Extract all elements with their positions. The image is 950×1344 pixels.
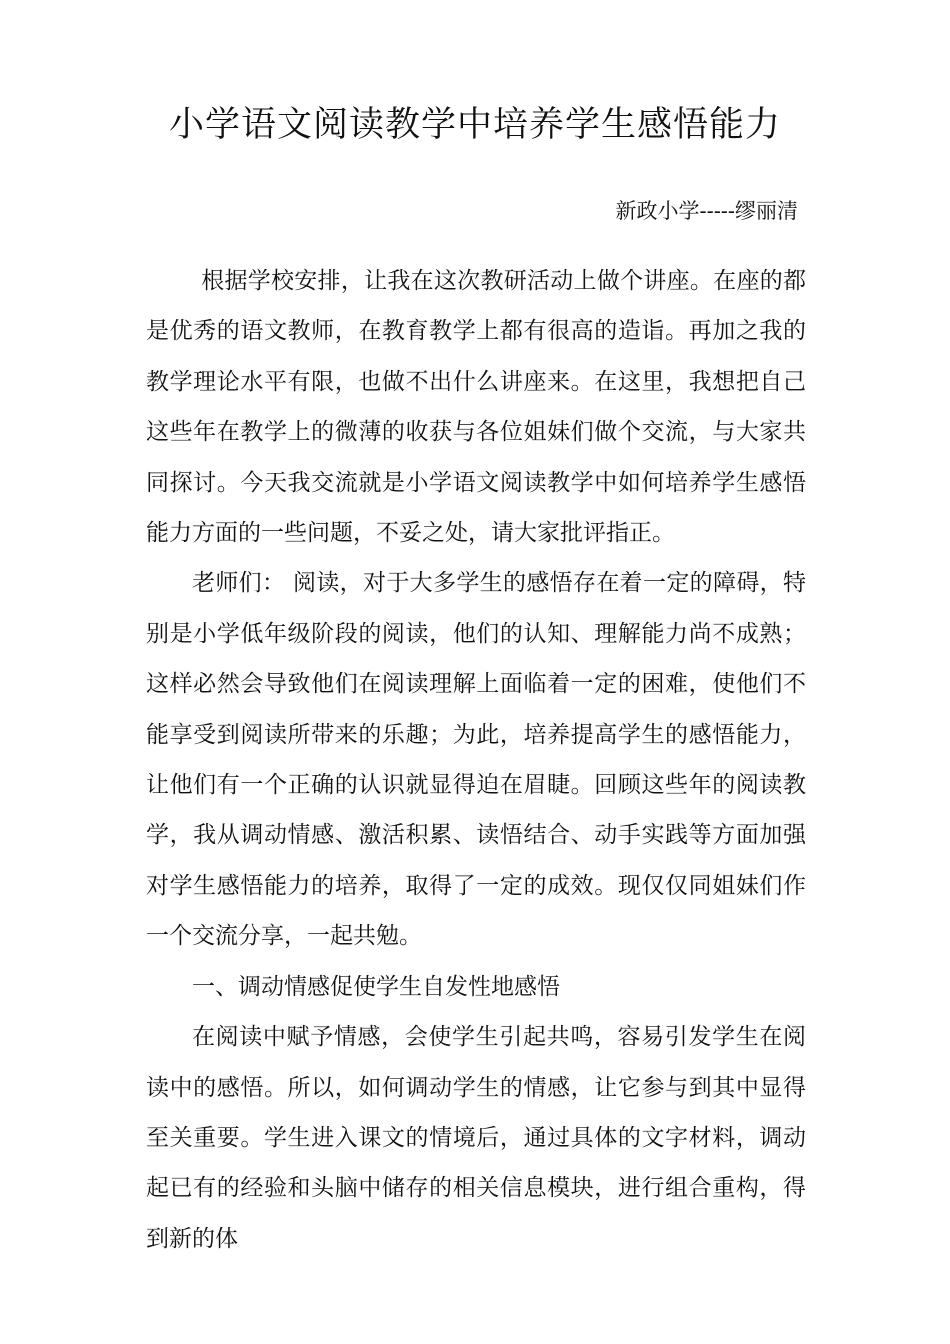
- document-title: 小学语文阅读教学中培养学生感悟能力: [168, 105, 781, 145]
- author-byline: 新政小学-----缪丽清: [615, 199, 798, 223]
- paragraph-address: 老师们： 阅读，对于大多学生的感悟存在着一定的障碍，特别是小学低年级阶段的阅读，他们的认知、理解能力尚不成熟；这样必然会导致他们在阅读理解上面临着一定的困难，使他们不能享受到阅读所带来的乐趣；为此，培养提高学生的感悟能力，让他们有一个正确的认识就显得迫在眉睫。回顾这些年的阅读教学，我从调动情感、激活积累、读悟结合、动手实践等方面加强对学生感悟能力的培养，取得了一定的成效。现仅仅同姐妹们作一个交流分享，一起共勉。: [146, 570, 806, 950]
- paragraph-section-one: 在阅读中赋予情感，会使学生引起共鸣，容易引发学生在阅读中的感悟。所以，如何调动学生的情感，让它参与到其中显得至关重要。学生进入课文的情境后，通过具体的文字材料，调动起已有的经验和头脑中储存的相关信息模块，进行组合重构，得到新的体: [146, 1024, 806, 1252]
- section-heading: 一、调动情感促使学生自发性地感悟: [192, 973, 560, 1000]
- paragraph-intro: 根据学校安排，让我在这次教研活动上做个讲座。在座的都是优秀的语文教师，在教育教学上都有很高的造诣。再加之我的教学理论水平有限，也做不出什么讲座来。在这里，我想把自己这些年在教学上的微薄的收获与各位姐妹们做个交流，与大家共同探讨。今天我交流就是小学语文阅读教学中如何培养学生感悟能力方面的一些问题，不妥之处，请大家批评指正。: [146, 268, 806, 547]
- document-body: [146, 256, 806, 1264]
